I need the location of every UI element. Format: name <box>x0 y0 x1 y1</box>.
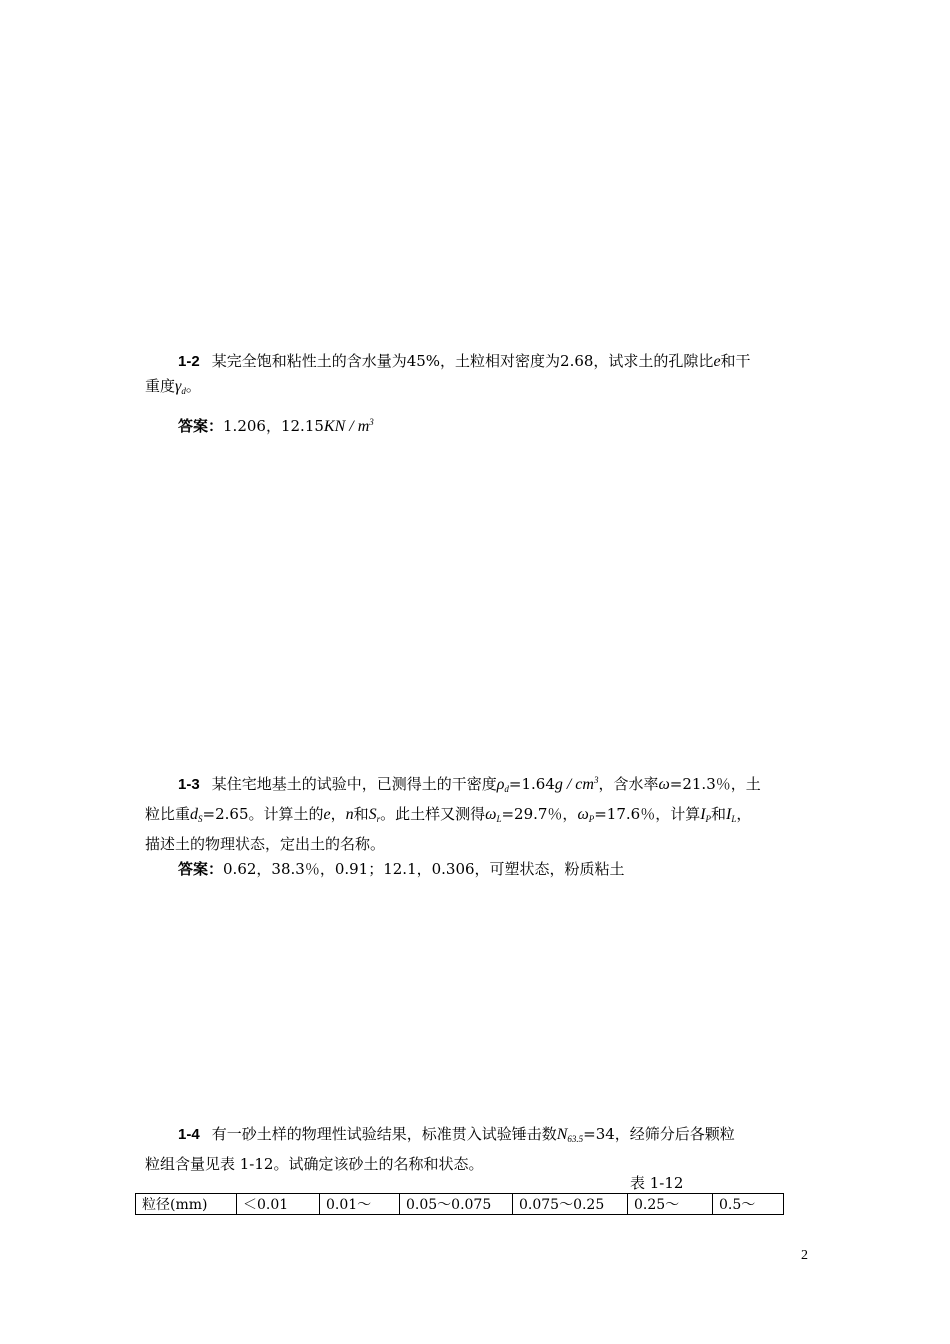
table-cell: 0.25～ <box>628 1194 713 1215</box>
problem-text: =1.64 <box>508 775 555 793</box>
problem-1-3 <box>145 768 810 882</box>
table-cell: 粒径(mm) <box>136 1194 237 1215</box>
answer-text: 0.62，38.3％，0.91；12.1，0.306，可塑状态，粉质粘土 <box>223 860 625 878</box>
table-cell: ＜0.01 <box>237 1194 320 1215</box>
page-number: 2 <box>801 1248 808 1263</box>
symbol-ip: $I_P$ <box>700 806 712 824</box>
problem-number: 1-4 <box>178 1126 200 1143</box>
problem-text: ， <box>330 805 346 823</box>
unit: KN / $m^3$ <box>323 417 374 435</box>
table-cell: 0.01～ <box>320 1194 400 1215</box>
problem-1-4 <box>145 1122 810 1177</box>
symbol-omega: ω <box>658 776 670 793</box>
problem-text: =34，经筛分后各颗粒 <box>583 1125 735 1143</box>
problem-text: 粒比重 <box>145 805 191 823</box>
symbol-sr: $S_r$ <box>368 806 381 824</box>
table-cell: 0.075～0.25 <box>513 1194 628 1215</box>
table-caption: 表 1-12 <box>630 1174 684 1192</box>
problem-text: 和 <box>711 805 727 823</box>
answer-label: 答案： <box>178 860 224 878</box>
answer-text: 1.206，12.15 <box>223 417 324 435</box>
table-cell: 0.05～0.075 <box>400 1194 513 1215</box>
unit: g / $cm^3$ <box>554 775 599 793</box>
problem-text: =21.3％，土 <box>669 775 761 793</box>
symbol-e: e <box>713 353 721 370</box>
problem-text: 有一砂土样的物理性试验结果，标准贯入试验锤击数 <box>211 1125 557 1143</box>
grain-size-table <box>135 1193 784 1215</box>
table-cell: 0.5～ <box>713 1194 784 1215</box>
problem-text: ，含水率 <box>598 775 659 793</box>
symbol-wl: $\omega_L$ <box>485 806 502 824</box>
problem-text: 和 <box>353 805 369 823</box>
problem-number: 1-3 <box>178 776 200 793</box>
problem-text: 。 <box>185 377 201 395</box>
table-row <box>136 1194 784 1215</box>
symbol-il: $I_L$ <box>726 806 737 824</box>
problem-text: 粒组含量见表 1-12。试确定该砂土的名称和状态。 <box>145 1155 484 1173</box>
problem-text: 重度 <box>145 377 176 395</box>
problem-text: 某完全饱和粘性土的含水量为45%，土粒相对密度为2.68，试求土的孔隙比 <box>211 352 714 370</box>
symbol-n635: $N_{63.5}$ <box>556 1126 584 1144</box>
answer-label: 答案： <box>178 417 224 435</box>
symbol-e: e <box>323 806 331 823</box>
problem-text: 和干 <box>720 352 751 370</box>
problem-text: =2.65。计算土的 <box>202 805 324 823</box>
symbol-rho: $\rho_d$ <box>496 776 509 794</box>
symbol-n: n <box>345 806 354 823</box>
problem-text: =29.7％， <box>501 805 578 823</box>
problem-text: 描述土的物理状态，定出土的名称。 <box>145 835 386 853</box>
symbol-wp: $\omega_P$ <box>577 806 595 824</box>
problem-number: 1-2 <box>178 353 200 370</box>
problem-text: ， <box>736 805 752 823</box>
problem-text: 某住宅地基土的试验中，已测得土的干密度 <box>211 775 497 793</box>
symbol-ds: $d_S$ <box>190 806 203 824</box>
symbol-gamma: $\gamma_d$ <box>175 378 186 396</box>
problem-text: =17.6％，计算 <box>594 805 701 823</box>
problem-1-2 <box>145 349 810 439</box>
problem-text: 。此土样又测得 <box>380 805 486 823</box>
